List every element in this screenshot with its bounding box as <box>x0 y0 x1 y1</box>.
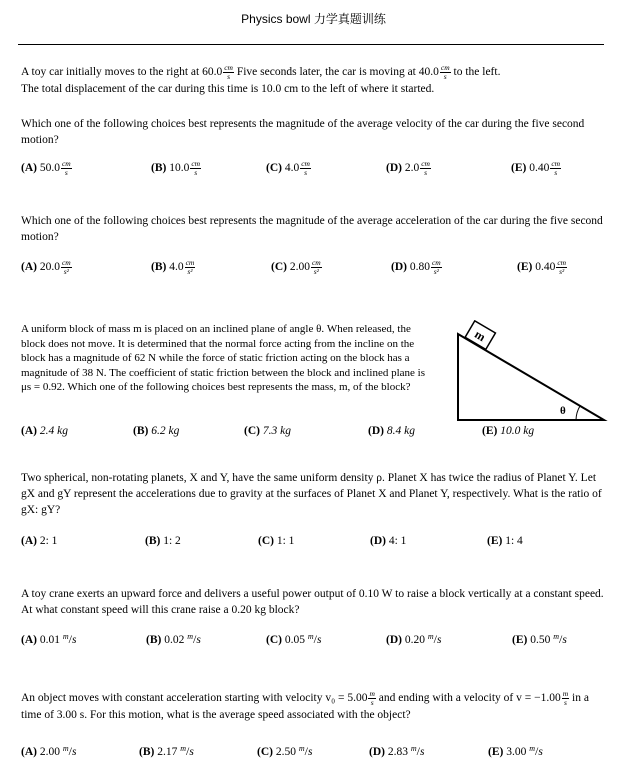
q1-stem-line2: The total displacement of the car during this time is 10.0 cm to the left of where it started. <box>21 83 435 95</box>
q6-choice-b[interactable]: (B) 0.02 $^m$/s <box>146 632 201 646</box>
q6-choices <box>0 632 627 652</box>
incline-figure <box>444 320 609 426</box>
block-label: m <box>472 326 488 345</box>
q2-stem: Which one of the following choices best represents the magnitude of the average velocity of the car during the five second motion? <box>21 118 585 146</box>
q2-choice-c[interactable]: (C) 4.0 $\frac{cm}{s}$ <box>266 159 310 177</box>
q6-stem: A toy crane exerts an upward force and delivers a useful power output of 0.10 W to raise a block vertically at a constant speed. At what constant speed will this crane raise a 0.20 kg block? <box>21 588 604 616</box>
q7-choice-c[interactable]: (C) 2.50 $^m$/s <box>257 744 313 758</box>
incline-triangle <box>458 334 604 420</box>
q1-unit: $\frac{cm}{s}$ <box>224 63 233 81</box>
q7-choice-b[interactable]: (B) 2.17 $^m$/s <box>139 744 194 758</box>
q5-choice-e[interactable]: (E) 1: 4 <box>487 535 523 547</box>
q2-choices <box>0 160 627 180</box>
q5-stem: Two spherical, non-rotating planets, X and Y, have the same uniform density ρ. Planet X has twice the radius of Planet Y. Let gX and gY represent the accelerations due to gravity at the surfaces of Planet X and Planet Y, respectively. What is the ratio of gX: gY? <box>21 472 602 516</box>
page-title: Physics bowl 力学真题训练 <box>241 12 386 26</box>
q5-choice-c[interactable]: (C) 1: 1 <box>258 535 295 547</box>
q1-stem <box>21 64 611 97</box>
q1-stem-part-c: to the left. <box>450 66 501 79</box>
q4-choices <box>0 425 627 445</box>
q5-choice-d[interactable]: (D) 4: 1 <box>370 535 407 547</box>
q2-choice-d[interactable]: (D) 2.0 $\frac{cm}{s}$ <box>386 159 430 177</box>
q4-choice-e[interactable]: (E) 10.0 kg <box>482 425 535 437</box>
block <box>465 321 495 350</box>
q4-choice-a[interactable]: (A) 2.4 kg <box>21 425 68 437</box>
q3-choice-c[interactable]: (C) 2.00 $\frac{cm}{\text{s²}}$ <box>271 258 321 276</box>
q5-choice-b[interactable]: (B) 1: 2 <box>145 535 181 547</box>
q3-choice-b[interactable]: (B) 4.0 $\frac{cm}{\text{s²}}$ <box>151 258 195 276</box>
q4-choice-d[interactable]: (D) 8.4 kg <box>368 425 415 437</box>
q3-choices <box>0 259 627 279</box>
q5-choices <box>0 535 627 555</box>
q3-choice-e[interactable]: (E) 0.40 $\frac{cm}{\text{s²}}$ <box>517 258 567 276</box>
q4-choice-b[interactable]: (B) 6.2 kg <box>133 425 180 437</box>
q1-stem-part-a: A toy car initially moves to the right at 60.0 <box>21 66 223 79</box>
q4-choice-c[interactable]: (C) 7.3 kg <box>244 425 291 437</box>
q3-stem: Which one of the following choices best represents the magnitude of the average acceleration of the car during the five second motion? <box>21 215 603 243</box>
angle-label: θ <box>560 405 566 417</box>
q7-choice-e[interactable]: (E) 3.00 $^m$/s <box>488 744 543 758</box>
header-divider <box>18 44 604 45</box>
q7-stem: An object moves with constant acceleration starting with velocity v₀ = 5.00 $\frac{m}{s}$ and ending with a velocity of v = −1.00 $\frac{m}{s}$ in a time of 3.00 s. For this motion, what is the average speed associated with the object? <box>21 689 589 721</box>
q1-unit: $\frac{cm}{s}$ <box>440 63 450 81</box>
q4-stem: A uniform block of mass m is placed on an inclined plane of angle θ. When released, the block does not move. It is determined that the normal force acting from the incline on the block has a magnitude of 62 N while the force of static friction acting on the block has a magnitude of 38 N. The coefficient of static friction between the block and inclined plane is μs = 0.92. Which one of the following choices best represents the mass, m, of the block? <box>21 323 426 393</box>
q7-choices <box>0 744 627 764</box>
q5-choice-a[interactable]: (A) 2: 1 <box>21 535 58 547</box>
q2-choice-b[interactable]: (B) 10.0 $\frac{cm}{s}$ <box>151 159 201 177</box>
q3-choice-d[interactable]: (D) 0.80 $\frac{cm}{\text{s²}}$ <box>391 258 441 276</box>
q1-stem-part-b: Five seconds later, the car is moving at 40.0 <box>233 66 439 79</box>
q3-choice-a[interactable]: (A) 20.0 $\frac{cm}{\text{s²}}$ <box>21 258 71 276</box>
angle-arc <box>576 406 580 420</box>
q7-choice-d[interactable]: (D) 2.83 $^m$/s <box>369 744 425 758</box>
q2-choice-a[interactable]: (A) 50.0 $\frac{cm}{s}$ <box>21 159 71 177</box>
q6-choice-c[interactable]: (C) 0.05 $^m$/s <box>266 632 322 646</box>
q7-choice-a[interactable]: (A) 2.00 $^m$/s <box>21 744 77 758</box>
q6-choice-a[interactable]: (A) 0.01 $^m$/s <box>21 632 77 646</box>
q6-choice-e[interactable]: (E) 0.50 $^m$/s <box>512 632 567 646</box>
q2-choice-e[interactable]: (E) 0.40 $\frac{cm}{s}$ <box>511 159 561 177</box>
q6-choice-d[interactable]: (D) 0.20 $^m$/s <box>386 632 442 646</box>
